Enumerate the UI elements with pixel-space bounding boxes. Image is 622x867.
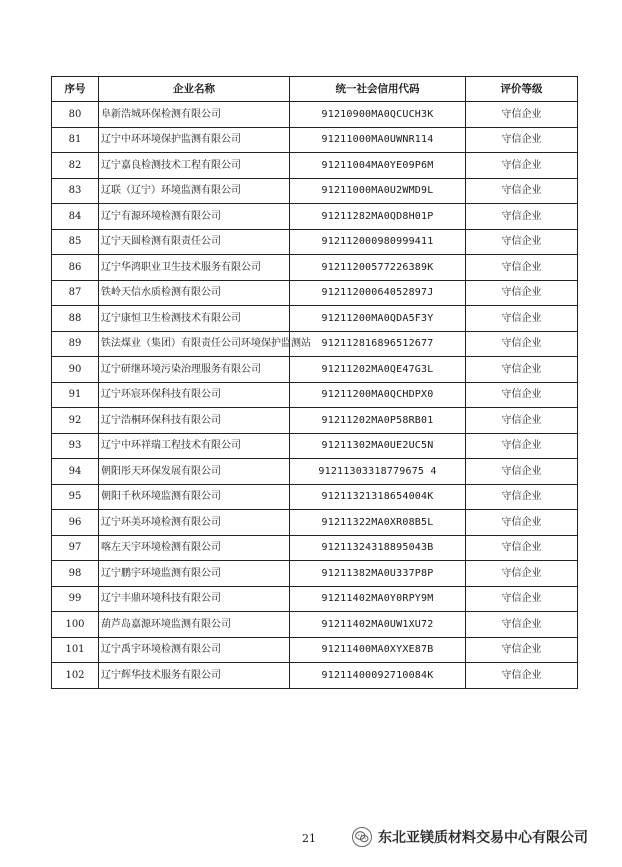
company-name: 辽宁鹏宇环境监测有限公司 — [99, 561, 290, 587]
rating-grade: 守信企业 — [466, 637, 578, 663]
row-number: 85 — [52, 229, 99, 255]
rating-grade: 守信企业 — [466, 229, 578, 255]
wechat-icon — [352, 827, 372, 847]
table-row — [52, 178, 578, 204]
row-number: 96 — [52, 510, 99, 536]
company-name: 辽宁浩桐环保科技有限公司 — [99, 408, 290, 434]
row-number: 86 — [52, 255, 99, 281]
table-row — [52, 382, 578, 408]
company-name: 铁岭天信水质检测有限公司 — [99, 280, 290, 306]
company-name: 辽联（辽宁）环境监测有限公司 — [99, 178, 290, 204]
table-row — [52, 637, 578, 663]
company-name: 辽宁环美环境检测有限公司 — [99, 510, 290, 536]
credit-code: 91211322MA0XR08B5L — [290, 510, 466, 536]
credit-code: 91211000MA0U2WMD9L — [290, 178, 466, 204]
table-row — [52, 663, 578, 689]
rating-grade: 守信企业 — [466, 586, 578, 612]
company-name: 辽宁环宸环保科技有限公司 — [99, 382, 290, 408]
row-number: 88 — [52, 306, 99, 332]
credit-code: 91211202MA0QE47G3L — [290, 357, 466, 383]
company-name: 辽宁天圆检测有限责任公司 — [99, 229, 290, 255]
table-row — [52, 510, 578, 536]
row-number: 99 — [52, 586, 99, 612]
row-number: 101 — [52, 637, 99, 663]
company-name: 辽宁华鸿职业卫生技术服务有限公司 — [99, 255, 290, 281]
rating-grade: 守信企业 — [466, 357, 578, 383]
credit-code: 91210900MA0QCUCH3K — [290, 102, 466, 128]
rating-grade: 守信企业 — [466, 612, 578, 638]
company-name: 朝阳千秋环境监测有限公司 — [99, 484, 290, 510]
table-body — [52, 102, 578, 689]
table-row — [52, 586, 578, 612]
company-name: 辽宁嘉良检测技术工程有限公司 — [99, 153, 290, 179]
table-row — [52, 357, 578, 383]
company-name: 葫芦岛嘉源环境监测有限公司 — [99, 612, 290, 638]
row-number: 92 — [52, 408, 99, 434]
row-number: 91 — [52, 382, 99, 408]
company-name: 朝阳彤天环保发展有限公司 — [99, 459, 290, 485]
credit-code: 91211004MA0YE09P6M — [290, 153, 466, 179]
row-number: 102 — [52, 663, 99, 689]
rating-grade: 守信企业 — [466, 306, 578, 332]
row-number: 90 — [52, 357, 99, 383]
credit-code: 91211200MA0QDA5F3Y — [290, 306, 466, 332]
header-credit-code: 统一社会信用代码 — [290, 77, 466, 102]
credit-code: 91211402MA0UW1XU72 — [290, 612, 466, 638]
row-number: 80 — [52, 102, 99, 128]
row-number: 83 — [52, 178, 99, 204]
rating-grade: 守信企业 — [466, 153, 578, 179]
table-row — [52, 280, 578, 306]
rating-grade: 守信企业 — [466, 178, 578, 204]
rating-grade: 守信企业 — [466, 382, 578, 408]
rating-grade: 守信企业 — [466, 459, 578, 485]
company-name: 辽宁丰鼎环境科技有限公司 — [99, 586, 290, 612]
credit-code: 91211282MA0QD8H01P — [290, 204, 466, 230]
row-number: 89 — [52, 331, 99, 357]
credit-code: 91211400MA0XYXE87B — [290, 637, 466, 663]
row-number: 82 — [52, 153, 99, 179]
rating-grade: 守信企业 — [466, 280, 578, 306]
table-row — [52, 229, 578, 255]
rating-grade: 守信企业 — [466, 510, 578, 536]
credit-code: 91211402MA0Y0RPY9M — [290, 586, 466, 612]
company-name: 阜新浩城环保检测有限公司 — [99, 102, 290, 128]
credit-code: 91211200577226389K — [290, 255, 466, 281]
table-row — [52, 255, 578, 281]
table-row — [52, 331, 578, 357]
rating-grade: 守信企业 — [466, 408, 578, 434]
watermark-text: 东北亚镁质材料交易中心有限公司 — [378, 830, 588, 846]
rating-grade: 守信企业 — [466, 484, 578, 510]
rating-grade: 守信企业 — [466, 102, 578, 128]
table-header-row — [52, 77, 578, 102]
company-name: 辽宁研继环境污染治理服务有限公司 — [99, 357, 290, 383]
header-company-name: 企业名称 — [99, 77, 290, 102]
company-name: 辽宁中环祥瑞工程技术有限公司 — [99, 433, 290, 459]
credit-code: 912112000980999411 — [290, 229, 466, 255]
credit-code: 91211400092710084K — [290, 663, 466, 689]
company-name: 喀左天宇环境检测有限公司 — [99, 535, 290, 561]
company-name: 辽宁康恒卫生检测技术有限公司 — [99, 306, 290, 332]
table-row — [52, 102, 578, 128]
company-name: 辽宁中环环境保护监测有限公司 — [99, 127, 290, 153]
row-number: 98 — [52, 561, 99, 587]
table-row — [52, 127, 578, 153]
rating-grade: 守信企业 — [466, 204, 578, 230]
credit-code: 912112816896512677 — [290, 331, 466, 357]
header-no: 序号 — [52, 77, 99, 102]
credit-code: 91211321318654004K — [290, 484, 466, 510]
table-row — [52, 484, 578, 510]
credit-code: 91211382MA0U337P8P — [290, 561, 466, 587]
credit-code: 91211303318779675 4 — [290, 459, 466, 485]
page-number: 21 — [302, 832, 316, 845]
company-name: 辽宁有源环境检测有限公司 — [99, 204, 290, 230]
row-number: 95 — [52, 484, 99, 510]
rating-grade: 守信企业 — [466, 535, 578, 561]
row-number: 100 — [52, 612, 99, 638]
wechat-watermark — [352, 826, 588, 848]
row-number: 97 — [52, 535, 99, 561]
row-number: 94 — [52, 459, 99, 485]
table-row — [52, 306, 578, 332]
rating-grade: 守信企业 — [466, 127, 578, 153]
table-row — [52, 535, 578, 561]
table-row — [52, 561, 578, 587]
table-row — [52, 408, 578, 434]
header-rating: 评价等级 — [466, 77, 578, 102]
row-number: 87 — [52, 280, 99, 306]
credit-rating-table — [51, 76, 578, 689]
rating-grade: 守信企业 — [466, 433, 578, 459]
credit-code: 91211200MA0QCHDPX0 — [290, 382, 466, 408]
row-number: 93 — [52, 433, 99, 459]
table-row — [52, 204, 578, 230]
credit-code: 91211324318895043B — [290, 535, 466, 561]
credit-code: 91211000MA0UWNR114 — [290, 127, 466, 153]
company-name: 辽宁禹宇环境检测有限公司 — [99, 637, 290, 663]
table-row — [52, 433, 578, 459]
table-row — [52, 612, 578, 638]
rating-grade: 守信企业 — [466, 663, 578, 689]
row-number: 81 — [52, 127, 99, 153]
company-name: 铁法煤业（集团）有限责任公司环境保护监测站 — [99, 331, 290, 357]
credit-code: 91211202MA0P58RB01 — [290, 408, 466, 434]
credit-code: 91211200064052897J — [290, 280, 466, 306]
table-row — [52, 153, 578, 179]
table-row — [52, 459, 578, 485]
row-number: 84 — [52, 204, 99, 230]
credit-code: 91211302MA0UE2UC5N — [290, 433, 466, 459]
rating-grade: 守信企业 — [466, 255, 578, 281]
company-name: 辽宁辉华技术服务有限公司 — [99, 663, 290, 689]
rating-grade: 守信企业 — [466, 331, 578, 357]
rating-grade: 守信企业 — [466, 561, 578, 587]
